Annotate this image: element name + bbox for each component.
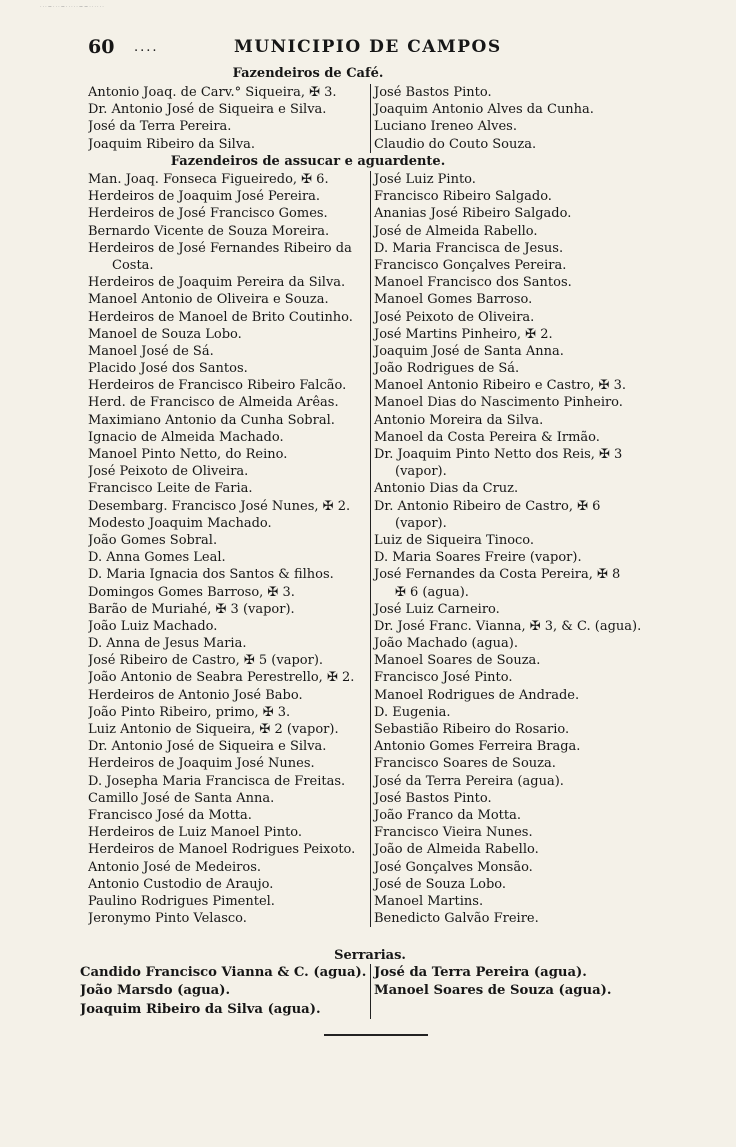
- entry-right: José Martins Pinheiro, ✠ 2.: [370, 326, 662, 343]
- entry-left: Antonio José de Medeiros.: [88, 859, 262, 875]
- page-title: MUNICIPIO DE CAMPOS: [234, 37, 502, 57]
- entry-right: Luiz de Siqueira Tinoco.: [370, 532, 662, 549]
- entry-left: Joaquim Ribeiro da Silva (agua).: [80, 1001, 321, 1017]
- section-heading-assucar: Fazendeiros de assucar e aguardente.: [170, 154, 446, 169]
- entry-left: Costa.: [112, 257, 154, 273]
- entry-left: Herdeiros de Joaquim Pereira da Silva.: [88, 275, 346, 291]
- entry-left: João Marsdo (agua).: [80, 983, 231, 999]
- entry-left: D. Anna de Jesus Maria.: [88, 636, 247, 652]
- entry-left: Placido José dos Santos.: [88, 361, 248, 377]
- entry-right: Manoel da Costa Pereira & Irmão.: [370, 429, 662, 446]
- entry-left: Herdeiros de Antonio José Babo.: [88, 687, 303, 703]
- entry-left: Modesto Joaquim Machado.: [88, 515, 272, 531]
- entry-right: João Machado (agua).: [370, 635, 662, 652]
- entry-right: José Bastos Pinto.: [370, 84, 662, 101]
- entry-right: José Luiz Pinto.: [370, 171, 662, 188]
- entry-left: Bernardo Vicente de Souza Moreira.: [88, 223, 330, 239]
- entry-left: João Luiz Machado.: [88, 618, 218, 634]
- entry-right: José Bastos Pinto.: [370, 790, 662, 807]
- entry-left: José da Terra Pereira.: [88, 119, 232, 135]
- entry-left: José Ribeiro de Castro, ✠ 5 (vapor).: [88, 653, 324, 669]
- page-header: [88, 36, 528, 60]
- entry-right: João Franco da Motta.: [370, 807, 662, 824]
- entry-right: D. Maria Francisca de Jesus.: [370, 240, 662, 257]
- entry-right: João de Almeida Rabello.: [370, 841, 662, 858]
- entry-right: José Gonçalves Monsão.: [370, 859, 662, 876]
- entry-right: [370, 1001, 662, 1019]
- entry-left: Herdeiros de Manoel Rodrigues Peixoto.: [88, 842, 356, 858]
- entry-left: D. Anna Gomes Leal.: [88, 550, 226, 566]
- entry-left: Manoel de Souza Lobo.: [88, 326, 242, 342]
- entry-right: Manoel Antonio Ribeiro e Castro, ✠ 3.: [370, 377, 662, 394]
- assucar-list: [88, 171, 662, 927]
- entry-left: Domingos Gomes Barroso, ✠ 3.: [88, 584, 295, 600]
- entry-left: Jeronymo Pinto Velasco.: [88, 911, 247, 927]
- entry-left: Francisco Leite de Faria.: [88, 481, 253, 497]
- section-heading-serrarias: Serrarias.: [334, 948, 406, 963]
- entry-left: D. Josepha Maria Francisca de Freitas.: [88, 773, 346, 789]
- entry-right: João Rodrigues de Sá.: [370, 360, 662, 377]
- entry-right: Dr. José Franc. Vianna, ✠ 3, & C. (agua).: [370, 618, 662, 635]
- entry-right: Francisco Gonçalves Pereira.: [370, 257, 662, 274]
- entry-left: Ignacio de Almeida Machado.: [88, 429, 284, 445]
- entry-left: Herdeiros de Joaquim José Pereira.: [88, 189, 321, 205]
- entry-right: Francisco Ribeiro Salgado.: [370, 188, 662, 205]
- entry-left: Antonio Custodio de Araujo.: [88, 876, 274, 892]
- entry-right: D. Eugenia.: [370, 704, 662, 721]
- entry-right: Ananias José Ribeiro Salgado.: [370, 205, 662, 222]
- entry-right: Claudio do Couto Souza.: [370, 136, 662, 153]
- entry-right: José da Terra Pereira (agua).: [370, 964, 662, 982]
- entry-right: José Fernandes da Costa Pereira, ✠ 8: [370, 566, 662, 583]
- entry-left: José Peixoto de Oliveira.: [88, 464, 249, 480]
- entry-right: Manoel Dias do Nascimento Pinheiro.: [370, 394, 662, 411]
- entry-left: Herdeiros de José Francisco Gomes.: [88, 206, 328, 222]
- serrarias-list: [80, 964, 662, 1019]
- entry-right: José Peixoto de Oliveira.: [370, 309, 662, 326]
- entry-left: João Antonio de Seabra Perestrello, ✠ 2.: [88, 670, 355, 686]
- entry-left: Herdeiros de Francisco Ribeiro Falcão.: [88, 378, 347, 394]
- entry-left: Manoel José de Sá.: [88, 343, 214, 359]
- entry-right: Manoel Martins.: [370, 893, 662, 910]
- entry-right: D. Maria Soares Freire (vapor).: [370, 549, 662, 566]
- entry-left: Manoel Pinto Netto, do Reino.: [88, 447, 288, 462]
- entry-right: Francisco Soares de Souza.: [370, 755, 662, 772]
- entry-left: Herdeiros de Manoel de Brito Coutinho.: [88, 309, 353, 325]
- end-rule: [324, 1034, 428, 1036]
- entry-left: Herdeiros de Luiz Manoel Pinto.: [88, 825, 303, 841]
- entry-left: Manoel Antonio de Oliveira e Souza.: [88, 292, 329, 308]
- entry-right: Antonio Moreira da Silva.: [370, 412, 662, 429]
- entry-left: Dr. Antonio José de Siqueira e Silva.: [88, 739, 327, 755]
- entry-left: Herd. de Francisco de Almeida Arêas.: [88, 395, 339, 411]
- entry-right: Dr. Antonio Ribeiro de Castro, ✠ 6: [370, 498, 662, 515]
- entry-right: Manoel Gomes Barroso.: [370, 291, 662, 308]
- entry-left: Desembarg. Francisco José Nunes, ✠ 2.: [88, 498, 351, 514]
- entry-right: Manoel Rodrigues de Andrade.: [370, 687, 662, 704]
- entry-left: João Pinto Ribeiro, primo, ✠ 3.: [88, 704, 291, 720]
- entry-right: Francisco José Pinto.: [370, 669, 662, 686]
- entry-right: Dr. Joaquim Pinto Netto dos Reis, ✠ 3: [370, 446, 662, 463]
- entry-right: Antonio Dias da Cruz.: [370, 480, 662, 497]
- entry-left: Joaquim Ribeiro da Silva.: [88, 136, 256, 152]
- entry-right: Luciano Ireneo Alves.: [370, 118, 662, 135]
- entry-left: João Gomes Sobral.: [88, 532, 218, 548]
- entry-right: Sebastião Ribeiro do Rosario.: [370, 721, 662, 738]
- entry-left: Candido Francisco Vianna & C. (agua).: [80, 965, 367, 980]
- entry-left: Herdeiros de Joaquim José Nunes.: [88, 756, 315, 772]
- entry-right: José de Almeida Rabello.: [370, 223, 662, 240]
- entry-left: Herdeiros de José Fernandes Ribeiro da: [88, 240, 352, 256]
- entry-right: Antonio Gomes Ferreira Braga.: [370, 738, 662, 755]
- entry-left: Camillo José de Santa Anna.: [88, 790, 275, 806]
- leader-dots: ....: [134, 40, 159, 55]
- entry-left: Francisco José da Motta.: [88, 807, 252, 823]
- entry-right: Francisco Vieira Nunes.: [370, 824, 662, 841]
- entry-right: Benedicto Galvão Freire.: [370, 910, 662, 927]
- entry-right: José de Souza Lobo.: [370, 876, 662, 893]
- entry-right: José Luiz Carneiro.: [370, 601, 662, 618]
- entry-left: Paulino Rodrigues Pimentel.: [88, 893, 275, 909]
- cafe-list: [88, 84, 662, 153]
- entry-left: Barão de Muriahé, ✠ 3 (vapor).: [88, 601, 295, 617]
- entry-right: Manoel Francisco dos Santos.: [370, 274, 662, 291]
- print-smudge: ···~···~·····~~······: [40, 4, 105, 10]
- entry-left: Man. Joaq. Fonseca Figueiredo, ✠ 6.: [88, 172, 329, 187]
- page-number: 60: [88, 36, 115, 58]
- entry-right: (vapor).: [370, 515, 662, 532]
- entry-left: Maximiano Antonio da Cunha Sobral.: [88, 412, 335, 428]
- section-heading-cafe: Fazendeiros de Café.: [232, 66, 384, 81]
- entry-left: Luiz Antonio de Siqueira, ✠ 2 (vapor).: [88, 722, 339, 737]
- entry-left: Antonio Joaq. de Carv.° Siqueira, ✠ 3.: [88, 85, 337, 100]
- entry-right: Manoel Soares de Souza.: [370, 652, 662, 669]
- entry-right: Joaquim José de Santa Anna.: [370, 343, 662, 360]
- entry-left: D. Maria Ignacia dos Santos & filhos.: [88, 567, 334, 583]
- entry-right: Joaquim Antonio Alves da Cunha.: [370, 101, 662, 118]
- entry-right: ✠ 6 (agua).: [370, 584, 662, 601]
- entry-right: José da Terra Pereira (agua).: [370, 773, 662, 790]
- entry-right: Manoel Soares de Souza (agua).: [370, 982, 662, 1000]
- entry-left: Dr. Antonio José de Siqueira e Silva.: [88, 102, 327, 118]
- entry-right: (vapor).: [370, 463, 662, 480]
